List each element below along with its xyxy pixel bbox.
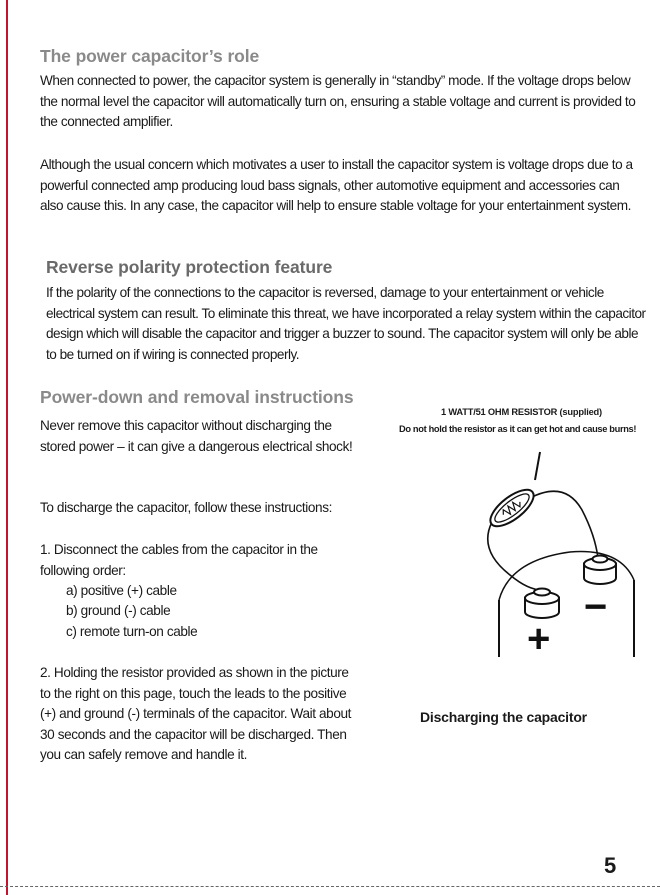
resistor-warning-label: Do not hold the resistor as it can get hot and cause burns! <box>399 424 637 434</box>
minus-sign-icon: − <box>584 585 608 629</box>
resistor-lead-left <box>488 522 542 590</box>
polarity-paragraph: If the polarity of the connections to the capacitor is reversed, damage to your entertainment or vehicle electrical system can result. To eliminate this threat, we have incorporated a relay system within the capacitor design which will disable the capacitor and trigger a buzzer to sound. The capacitor system will only be able to be turned on if wiring is connected properly. <box>46 285 646 362</box>
step-1-item-b: b) ground (-) cable <box>66 603 171 618</box>
resistor-body <box>485 483 540 532</box>
negative-terminal <box>584 556 616 585</box>
section-title-role: The power capacitor’s role <box>40 46 260 66</box>
capacitor-discharge-illustration <box>470 440 650 665</box>
role-paragraph-1: When connected to power, the capacitor system is generally in “standby” mode. If the voltage drops below the normal level the capacitor will automatically turn on, ensuring a stable voltage and current is provided to the connected amplifier. <box>40 73 636 129</box>
resistor-lead-right <box>530 491 598 558</box>
bottom-dashed-rule <box>0 886 660 887</box>
resistor-label: 1 WATT/51 OHM RESISTOR (supplied) <box>441 407 602 417</box>
left-margin-rule <box>6 0 8 895</box>
section-title-powerdown: Power-down and removal instructions <box>40 387 354 407</box>
discharge-intro: To discharge the capacitor, follow these instructions: <box>40 500 332 515</box>
step-2: 2. Holding the resistor provided as shown in the picture to the right on this page, touch the leads to the positive (+) and ground (-) terminals of the capacitor. Wait about 30 seconds and the capacitor will be discharged. Then you can safely remove and handle it. <box>40 665 352 762</box>
discharge-warning: Never remove this capacitor without discharging the stored power – it can give a dangerous electrical shock! <box>40 418 353 454</box>
page-number: 5 <box>604 853 617 878</box>
step-1-item-c: c) remote turn-on cable <box>66 624 198 639</box>
section-title-polarity: Reverse polarity protection feature <box>46 257 333 277</box>
role-paragraph-2: Although the usual concern which motivates a user to install the capacitor system is voltage drops due to a powerful connected amp producing loud bass signals, other automotive equipment and accessories can also cause this. In any case, the capacitor will help to ensure stable voltage for your entertainment system. <box>40 157 633 213</box>
figure-caption: Discharging the capacitor <box>420 709 587 725</box>
positive-terminal <box>525 589 559 619</box>
label-pointer-line <box>535 452 540 480</box>
plus-sign-icon: + <box>527 617 551 661</box>
step-1-item-a: a) positive (+) cable <box>66 583 177 598</box>
step-1: 1. Disconnect the cables from the capacitor in the following order: <box>40 542 318 578</box>
